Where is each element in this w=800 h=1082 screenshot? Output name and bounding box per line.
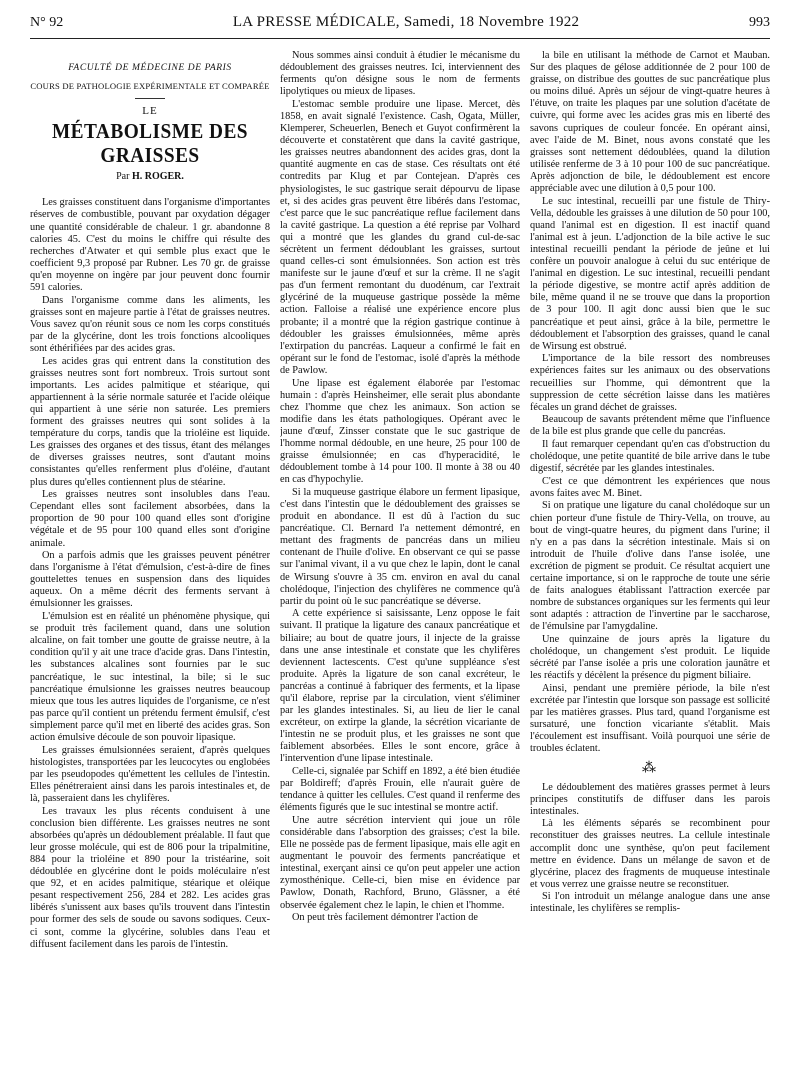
paragraph: Beaucoup de savants prétendent même que l'influence de la bile est plus grande que celle du pancréas.: [530, 414, 770, 438]
header-rule: [30, 38, 770, 39]
course-line: COURS DE PATHOLOGIE EXPÉRIMENTALE ET COMPARÉE: [30, 81, 270, 92]
paragraph: Une lipase est également élaborée par l'estomac humain : d'après Heinsheimer, elle serait plus abondante chez l'homme que chez les animaux. Son action se modifie dans les états pathologiques. Opérant avec le jaune d'œuf, Zinsser constate que le suc gastrique de l'homme normal dédouble, en une heure, 25 pour 100 de graisse émulsionnée; en cas d'hyperacidité, le dédoublement tombe à 14 pour 100. Il monte à 38 ou 40 en cas d'hypochylie.: [280, 377, 520, 486]
article-title: MÉTABOLISME DES GRAISSES: [51, 119, 249, 168]
paragraph: Les travaux les plus récents conduisent à une conclusion bien différente. Les graisses neutres ne sont absorbées qu'après un dédoublement préalable. Il faut que leur grosse molécule, qui est de 806 pour la tripalmitine, 884 pour la trioléine et 890 pour la tristéarine, soit dédoublée en glycérine dont le poids moléculaire n'est que 92, et en acides palmitique, stéarique et oléique pesant respectivement 256, 284 et 282. Les acides gras libérés s'unissent aux bases qu'ils trouvent dans l'intestin pour former des sels de soude ou savons sodiques. Ceux-ci sont, comme la glycérine, solubles dans l'eau et diffusent facilement dans les parois de l'intestin.: [30, 805, 270, 950]
paragraph: Dans l'organisme comme dans les aliments, les graisses sont en majeure partie à l'état de graisses neutres. Vous savez qu'on réunit sous ce nom les corps constitués par de la glycérine, dont les trois fonctions alcooliques sont éthérifiées par des acides gras.: [30, 294, 270, 354]
author-name: H. ROGER.: [131, 171, 184, 183]
page-number: 993: [749, 15, 770, 30]
paragraph: Une autre sécrétion intervient qui joue un rôle considérable dans l'absorption des graisses; c'est la bile. Elle ne possède pas de ferment lipasique, mais elle agit en augmentant le pouvoir des ferments pancréatique et intestinal, exerçant ainsi ce qu'on peut appeler une action zymosthénique. Celle-ci, bien mise en évidence par Pawlow, Donath, Rachford, Bruno, Glässner, a été observée également chez le lapin, le chien et l'homme.: [280, 814, 520, 911]
faculty-line: FACULTÉ DE MÉDECINE DE PARIS: [68, 63, 232, 73]
issue-number: N° 92: [30, 15, 64, 30]
paragraph: Une quinzaine de jours après la ligature du cholédoque, un changement s'est produit. Le liquide sécrété par l'anse isolée a pris une coloration jaunâtre et les réactifs y décèlent la présence du pigment biliaire.: [530, 634, 770, 682]
paragraph: A cette expérience si saisissante, Lenz oppose le fait suivant. Il pratique la ligature des canaux pancréatique et biliaire; au bout de quatre jours, il injecte de la graisse dans une anse intestinale et constate que les chylifères deviennent lactescents. C'est qu'une suppléance s'est produite. Après la ligature de son canal excréteur, le pancréas a continué à fabriquer des ferments, et la lipase qu'il élabore, reprise par la circulation, vient s'éliminer par les glandes intestinales. Si, au lieu de lier le canal excréteur, on extirpe la glande, la sécrétion vicariante de l'intestin ne se produit plus, et les graisses ne sont que faiblement absorbées. Elles le sont encore, grâce à l'intervention d'une lipase intestinale.: [280, 608, 520, 765]
title-article: LE: [142, 105, 158, 118]
paragraph: Les graisses neutres sont insolubles dans l'eau. Cependant elles sont facilement absorbées, dans la proportion de 90 pour 100 quand elles sont d'origine végétale et de 95 pour 100 quand elles sont d'origine animale.: [30, 489, 270, 549]
paragraph: Il faut remarquer cependant qu'en cas d'obstruction du cholédoque, une petite quantité de bile arrive dans le tube digestif, sécrétée par les glandes intestinales.: [530, 439, 770, 475]
author-prefix: Par: [116, 171, 130, 183]
paragraph: Si l'on introduit un mélange analogue dans une anse intestinale, les chylifères se remplis-: [530, 891, 770, 915]
column-1: [30, 50, 270, 1074]
paragraph: On a parfois admis que les graisses peuvent pénétrer dans l'organisme à l'état d'émulsion, c'est-à-dire de fines gouttelettes tenues en suspension dans des liquides aqueux. On a même décrit des ferments servant à émulsionner les graisses.: [30, 550, 270, 610]
paragraph: Les graisses constituent dans l'organisme d'importantes réserves de combustible, pouvant par oxydation dégager une quantité considérable de chaleur. 1 gr. abandonne 8 calories 45. C'est du moins le chiffre qui résulte des recherches d'Atwater et qui semble plus exact que le coefficient 9,3 proposé par Rubner. Les 70 gr. de graisse qu'en moyenne on ingère par jour peuvent donc fournir 591 calories.: [30, 197, 270, 294]
paragraph: L'importance de la bile ressort des nombreuses expériences faites sur les animaux ou des observations recueillies sur l'homme, qui démontrent que la suppression de cette sécrétion laisse dans les matières fécales un grand déchet de graisses.: [530, 353, 770, 413]
paragraph: Si on pratique une ligature du canal cholédoque sur un chien porteur d'une fistule de Thiry-Vella, on trouve, au bout de vingt-quatre heures, du pigment dans l'urine; il n'y en a pas dans la sécrétion intestinale. Mais si on introduit de l'huile d'olive dans l'anse isolée, une excrétion de pigment se produit. Ce résultat acquiert une certaine importance, si on le rapproche de toute une série de faits analogues établissant l'attraction exercée par nombre de substances organiques sur les ferments qui leur sont adaptés : attraction de l'invertine par le saccharose, de l'émulsine par l'amygdaline.: [530, 500, 770, 633]
author-line: [30, 171, 270, 183]
paragraph: Là les éléments séparés se recombinent pour reconstituer des graisses neutres. La cellule intestinale accomplit donc une synthèse, qu'on peut facilement mettre en évidence. Dans un mélange de savon et de glycérine, placez des fragments de muqueuse intestinale et vous verrez une graisse neutre se reconstituer.: [530, 818, 770, 890]
column-2: [280, 50, 520, 1074]
title-rule: [135, 98, 165, 99]
paragraph: Les acides gras qui entrent dans la constitution des graisses neutres sont fort nombreux. Trois surtout sont importants. Les acides palmitique et stéarique, qui appartiennent à la série normale saturée et l'acide oléique qui appartient à une série non saturée. Les premiers forment des graisses neutres qui sont solides à la température du corps, tandis que la trioléine est liquide. Les graisses des organes et des tissus, étant des mélanges de diverses graisses neutres, sont d'autant moins consistantes qu'elles renferment plus d'oléine, d'autant plus dures qu'elles contiennent plus de stéarine.: [30, 355, 270, 488]
paragraph: On peut très facilement démontrer l'action de: [292, 912, 478, 924]
paragraph: Ainsi, pendant une première période, la bile n'est excrétée par l'intestin que lorsque son passage est sollicité par les matières grasses. Plus tard, quand l'organisme est sursaturé, une fonction vicariante s'établit. Mais l'écoulement est insuffisant. Voilà pourquoi une série de troubles éclatent.: [530, 682, 770, 755]
paragraph: Le dédoublement des matières grasses permet à leurs principes constitutifs de diffuser dans les parois intestinales.: [530, 781, 770, 817]
paragraph: L'émulsion est en réalité un phénomène physique, qui se produit très facilement quand, dans une solution alcaline, on fait tomber une goutte de graisse neutre, à la condition qu'il y ait une trace d'acide gras. Dans l'intestin, les substances alcalines sont fournies par le suc pancréatique, le suc intestinal, la bile; si le suc pancréatique émulsionne les graisses neutres beaucoup mieux que tous les autres liquides de l'organisme, ce n'est pas parce qu'il contient un prétendu ferment émulsif, c'est simplement parce qu'il met en liberté des acides gras. Son action émulsive découle de son pouvoir lipasique.: [30, 611, 270, 743]
page-header: [30, 14, 770, 34]
column-3: [530, 50, 770, 1074]
paragraph: L'estomac semble produire une lipase. Mercet, dès 1858, en avait signalé l'existence. Cash, Ogata, Müller, Klemperer, Scheuerlen, Benech et Guyot confirmèrent la découverte et constatèrent que dans la cavité gastrique, les graisses neutres abandonnent des acides gras, dont la quantité augmente en cas de stase. Ces résultats ont été contredits par Klug et par Contejean. D'après ces physiologistes, le suc gastrique serait dépourvu de lipase et, si des acides gras peuvent être libérés dans l'estomac, c'est parce que le suc pancréatique reflue facilement dans la cavité gastrique. La question a été reprise par Volhard qui a montré que les glandes du grand cul-de-sac sécrètent un ferment dédoublant les graisses, surtout quand celles-ci sont émulsionnées. Son action est très manifeste sur le jaune d'œuf et sur la crème. Il ne s'agit pas d'un ferment remontant du duodénum, car l'extrait glycériné de la muqueuse gastrique possède la même action. Falloise a réalisé une expérience encore plus probante; il a montré que la région gastrique continue à dédoubler les graisses émulsionnées, même après l'extirpation du pancréas. Laqueur a confirmé le fait en opérant sur le fond de l'estomac, isolé d'après la méthode de Pawlow.: [280, 98, 520, 376]
paragraph: Nous sommes ainsi conduit à étudier le mécanisme du dédoublement des graisses neutres. Ici, interviennent des ferments qu'on désigne sous le nom de ferments lipolytiques ou mieux de lipases.: [280, 50, 520, 98]
paragraph: Les graisses émulsionnées seraient, d'après quelques histologistes, transportées par les leucocytes ou englobées par les pseudopodes qu'émettent les cellules de l'intestin. Elles pénétreraient ainsi dans les parois intestinales et, de là, passeraient dans les chylifères.: [30, 744, 270, 804]
paragraph: Le suc intestinal, recueilli par une fistule de Thiry-Vella, dédouble les graisses à une dilution de 50 pour 100, quand l'animal est en digestion. Il est inactif quand l'animal est à jeun. L'adjonction de la bile active le suc intestinal recueilli pendant la période de jeûne et lui confère un pouvoir analogue à celui du suc entérique de l'animal en digestion. Le suc intestinal, recueilli pendant la période digestive, se montre actif après addition de bile, même quand il ne se trouve que dans la proportion de 3 pour 100. Il agit donc aussi bien que le suc pancréatique et peut ainsi, grâce à la bile, permettre le dédoublement et l'absorption des graisses, quand le canal de Wirsung est obstrué.: [530, 195, 770, 352]
section-separator: ⁂: [642, 761, 658, 777]
article-columns: [30, 50, 770, 1074]
paragraph: Celle-ci, signalée par Schiff en 1892, a été bien étudiée par Boldireff; d'après Frouin, elle n'aurait guère de tendance à quitter les cellules. C'est quand il renferme des éléments figurés que le suc intestinal se montre actif.: [280, 766, 520, 814]
journal-title: LA PRESSE MÉDICALE, Samedi, 18 Novembre 1922: [232, 14, 580, 30]
paragraph: la bile en utilisant la méthode de Carnot et Mauban. Sur des plaques de gélose additionnée de 2 pour 100 de graisse, on distribue des gouttes de suc pancréatique plus ou moins dilué. Après un séjour de vingt-quatre heures à l'étuve, on traite les plaques par une solution d'acétate de cuivre, qui forme avec les acides gras mis en liberté des savons cupriques de couleur foncée. En opérant ainsi, avec l'aide de M. Binet, nous avons constaté que les graisses sont nettement dédoublées, quand la dilution utilisée renferme de 3 à 10 pour 100 de suc pancréatique. Après adjonction de bile, le dédoublement est encore appréciable avec une dilution à 0,5 pour 100.: [530, 50, 770, 195]
paragraph: C'est ce que démontrent les expériences que nous avons faites avec M. Binet.: [530, 475, 770, 499]
paragraph: Si la muqueuse gastrique élabore un ferment lipasique, c'est dans l'intestin que le dédoublement des graisses se produit en abondance. Il est dû à l'action du suc pancréatique. Cl. Bernard l'a nettement démontré, en mettant des fragments de pancréas dans un milieu contenant de l'huile d'olive. En observant ce qui se passe sur l'animal vivant, il a vu que chez le lapin, dont le canal de Wirsung s'ouvre à 35 cm. environ en aval du canal cholédoque, l'injection des chylifères ne commence qu'à partir du point où le suc pancréatique se déverse.: [280, 486, 520, 607]
